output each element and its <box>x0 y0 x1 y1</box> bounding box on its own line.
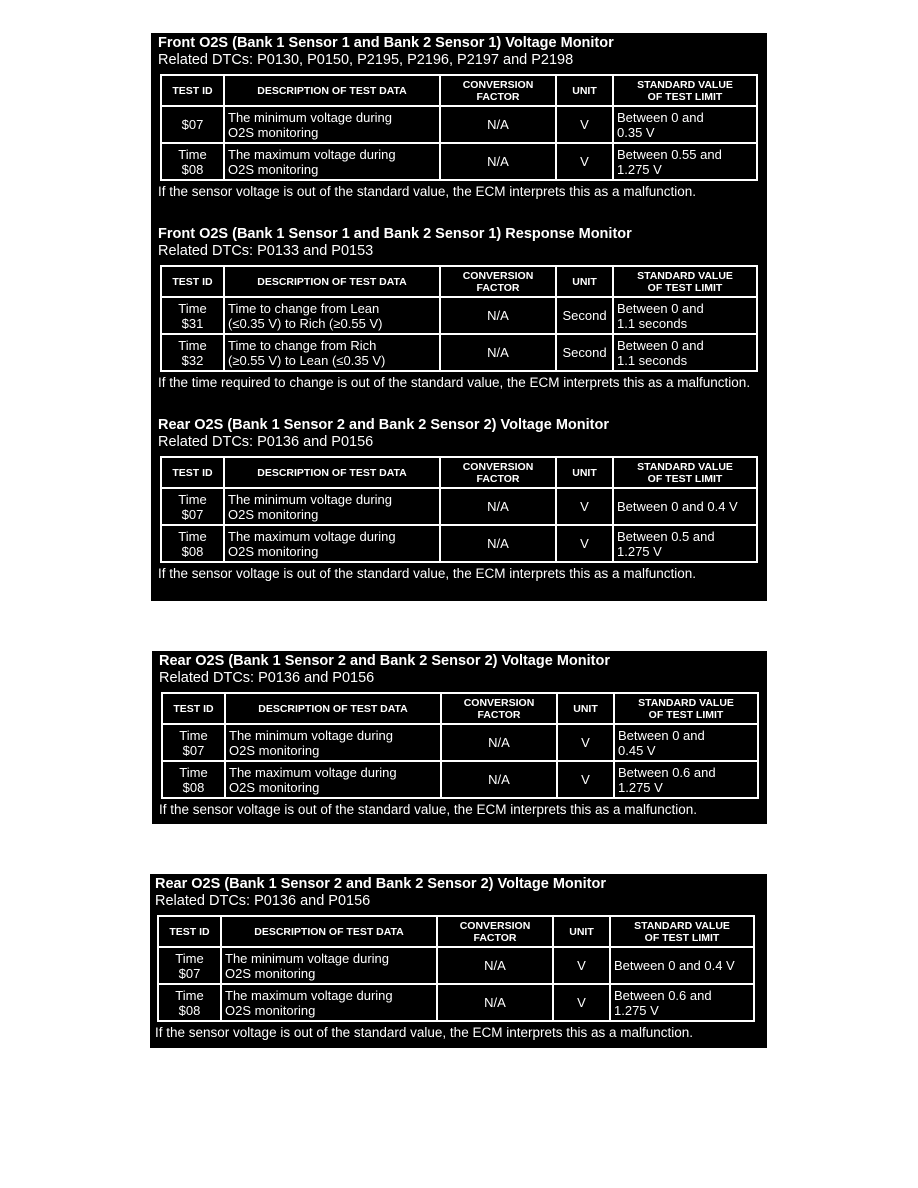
monitor-table <box>160 74 758 181</box>
cell-description: The minimum voltage during O2S monitoring <box>225 724 441 761</box>
section-rear-voltage-monitor <box>155 876 762 1041</box>
table-header-row <box>161 457 757 488</box>
header-unit: UNIT <box>556 75 613 106</box>
cell-test-id: Time $07 <box>162 724 225 761</box>
monitor-table <box>161 692 759 799</box>
cell-description: The minimum voltage during O2S monitoring <box>224 106 440 143</box>
cell-standard: Between 0.6 and 1.275 V <box>614 761 758 798</box>
section-rear-voltage-monitor <box>158 417 760 582</box>
header-test-id: TEST ID <box>161 266 224 297</box>
header-conversion-factor: CONVERSION FACTOR <box>441 693 557 724</box>
related-dtcs: Related DTCs: P0136 and P0156 <box>155 893 371 909</box>
cell-description: The maximum voltage during O2S monitoring <box>224 525 440 562</box>
panel-front-rear-monitors <box>151 33 767 601</box>
cell-unit: V <box>556 143 613 180</box>
table-row <box>161 106 757 143</box>
cell-unit: V <box>557 724 614 761</box>
cell-conversion: N/A <box>440 143 556 180</box>
header-conversion-factor: CONVERSION FACTOR <box>437 916 553 947</box>
cell-standard: Between 0 and 0.35 V <box>613 106 757 143</box>
table-row <box>158 947 754 984</box>
header-conversion-factor: CONVERSION FACTOR <box>440 266 556 297</box>
related-dtcs: Related DTCs: P0133 and P0153 <box>158 243 374 259</box>
section-front-voltage-monitor <box>158 35 760 200</box>
panel-rear-voltage-monitor-3 <box>150 874 767 1048</box>
header-test-id: TEST ID <box>161 457 224 488</box>
table-header-row <box>161 75 757 106</box>
header-description: DESCRIPTION OF TEST DATA <box>224 457 440 488</box>
header-unit: UNIT <box>556 266 613 297</box>
cell-test-id: Time $08 <box>158 984 221 1021</box>
cell-description: The maximum voltage during O2S monitoring <box>221 984 437 1021</box>
section-title: Front O2S (Bank 1 Sensor 1 and Bank 2 Sensor 1) Response Monitor <box>158 226 632 242</box>
section-rear-voltage-monitor <box>159 653 760 818</box>
header-standard-value: STANDARD VALUE OF TEST LIMIT <box>613 457 757 488</box>
table-row <box>162 724 758 761</box>
monitor-table <box>157 915 755 1022</box>
section-title: Front O2S (Bank 1 Sensor 1 and Bank 2 Sensor 1) Voltage Monitor <box>158 35 614 51</box>
table-header-row <box>161 266 757 297</box>
section-title: Rear O2S (Bank 1 Sensor 2 and Bank 2 Sensor 2) Voltage Monitor <box>155 876 606 892</box>
cell-standard: Between 0 and 0.4 V <box>613 488 757 525</box>
related-dtcs: Related DTCs: P0136 and P0156 <box>159 670 375 686</box>
section-title: Rear O2S (Bank 1 Sensor 2 and Bank 2 Sensor 2) Voltage Monitor <box>158 417 609 433</box>
cell-test-id: Time $07 <box>161 488 224 525</box>
cell-standard: Between 0 and 1.1 seconds <box>613 334 757 371</box>
cell-description: The maximum voltage during O2S monitoring <box>225 761 441 798</box>
cell-test-id: Time $08 <box>161 143 224 180</box>
cell-conversion: N/A <box>440 334 556 371</box>
cell-test-id: Time $31 <box>161 297 224 334</box>
cell-description: The minimum voltage during O2S monitoring <box>221 947 437 984</box>
header-description: DESCRIPTION OF TEST DATA <box>224 75 440 106</box>
monitor-table <box>160 265 758 372</box>
section-note: If the sensor voltage is out of the standard value, the ECM interprets this as a malfunction. <box>158 184 697 199</box>
cell-standard: Between 0 and 1.1 seconds <box>613 297 757 334</box>
header-conversion-factor: CONVERSION FACTOR <box>440 457 556 488</box>
cell-conversion: N/A <box>440 297 556 334</box>
header-test-id: TEST ID <box>161 75 224 106</box>
cell-conversion: N/A <box>441 724 557 761</box>
cell-description: Time to change from Rich (≥0.55 V) to Lean (≤0.35 V) <box>224 334 440 371</box>
header-conversion-factor: CONVERSION FACTOR <box>440 75 556 106</box>
cell-standard: Between 0.55 and 1.275 V <box>613 143 757 180</box>
cell-unit: V <box>556 488 613 525</box>
cell-unit: Second <box>556 334 613 371</box>
cell-unit: V <box>556 106 613 143</box>
table-row <box>161 488 757 525</box>
header-description: DESCRIPTION OF TEST DATA <box>225 693 441 724</box>
header-description: DESCRIPTION OF TEST DATA <box>224 266 440 297</box>
section-front-response-monitor <box>158 226 760 391</box>
header-standard-value: STANDARD VALUE OF TEST LIMIT <box>613 266 757 297</box>
section-note: If the sensor voltage is out of the standard value, the ECM interprets this as a malfunction. <box>159 802 698 817</box>
cell-standard: Between 0.6 and 1.275 V <box>610 984 754 1021</box>
cell-unit: V <box>557 761 614 798</box>
header-unit: UNIT <box>557 693 614 724</box>
cell-test-id: Time $07 <box>158 947 221 984</box>
section-title: Rear O2S (Bank 1 Sensor 2 and Bank 2 Sensor 2) Voltage Monitor <box>159 653 610 669</box>
monitor-table <box>160 456 758 563</box>
section-note: If the sensor voltage is out of the standard value, the ECM interprets this as a malfunction. <box>158 566 697 581</box>
table-row <box>161 334 757 371</box>
cell-standard: Between 0 and 0.45 V <box>614 724 758 761</box>
table-row <box>161 525 757 562</box>
cell-standard: Between 0.5 and 1.275 V <box>613 525 757 562</box>
header-unit: UNIT <box>556 457 613 488</box>
cell-unit: V <box>553 947 610 984</box>
cell-test-id: Time $08 <box>162 761 225 798</box>
table-header-row <box>158 916 754 947</box>
cell-test-id: Time $08 <box>161 525 224 562</box>
cell-standard: Between 0 and 0.4 V <box>610 947 754 984</box>
cell-test-id: $07 <box>161 106 224 143</box>
cell-description: The maximum voltage during O2S monitoring <box>224 143 440 180</box>
table-row <box>161 143 757 180</box>
header-unit: UNIT <box>553 916 610 947</box>
cell-test-id: Time $32 <box>161 334 224 371</box>
header-description: DESCRIPTION OF TEST DATA <box>221 916 437 947</box>
cell-conversion: N/A <box>437 947 553 984</box>
section-note: If the time required to change is out of the standard value, the ECM interprets this as a malfunction. <box>158 375 751 390</box>
cell-unit: V <box>553 984 610 1021</box>
related-dtcs: Related DTCs: P0136 and P0156 <box>158 434 374 450</box>
header-test-id: TEST ID <box>158 916 221 947</box>
section-note: If the sensor voltage is out of the standard value, the ECM interprets this as a malfunction. <box>155 1025 694 1040</box>
header-standard-value: STANDARD VALUE OF TEST LIMIT <box>614 693 758 724</box>
table-row <box>161 297 757 334</box>
cell-conversion: N/A <box>440 488 556 525</box>
table-row <box>158 984 754 1021</box>
cell-unit: V <box>556 525 613 562</box>
cell-conversion: N/A <box>440 525 556 562</box>
table-row <box>162 761 758 798</box>
cell-unit: Second <box>556 297 613 334</box>
cell-conversion: N/A <box>440 106 556 143</box>
cell-conversion: N/A <box>437 984 553 1021</box>
cell-description: The minimum voltage during O2S monitoring <box>224 488 440 525</box>
panel-rear-voltage-monitor-2 <box>152 651 767 824</box>
table-header-row <box>162 693 758 724</box>
header-standard-value: STANDARD VALUE OF TEST LIMIT <box>610 916 754 947</box>
cell-description: Time to change from Lean (≤0.35 V) to Rich (≥0.55 V) <box>224 297 440 334</box>
related-dtcs: Related DTCs: P0130, P0150, P2195, P2196, P2197 and P2198 <box>158 52 574 68</box>
cell-conversion: N/A <box>441 761 557 798</box>
header-test-id: TEST ID <box>162 693 225 724</box>
header-standard-value: STANDARD VALUE OF TEST LIMIT <box>613 75 757 106</box>
